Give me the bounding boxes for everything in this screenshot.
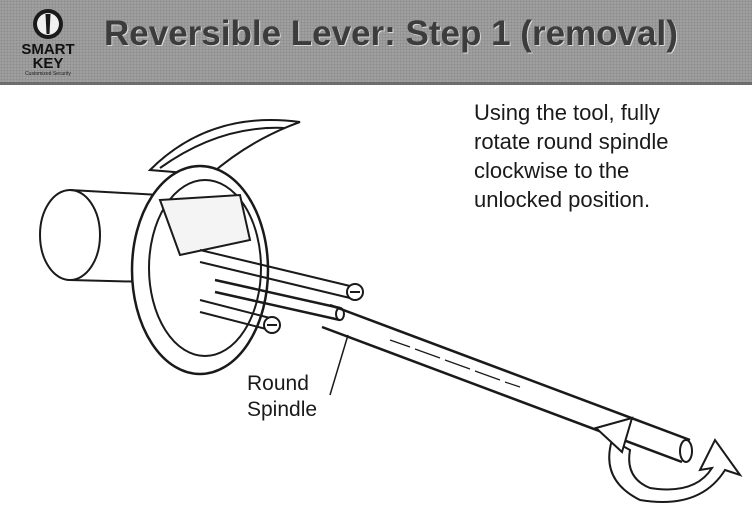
page-title: Reversible Lever: Step 1 (removal) (104, 14, 678, 53)
logo-text-smart: SMART (21, 41, 75, 58)
callout-leader (330, 335, 348, 395)
keyhole-icon (32, 8, 64, 40)
lock-illustration (0, 85, 752, 509)
callout-line: Round (247, 372, 309, 395)
header-banner (0, 0, 752, 85)
logo-text-key: KEY (32, 55, 64, 72)
removal-tool (322, 305, 690, 462)
round-spindle-callout (247, 371, 317, 423)
rear-rose (40, 190, 100, 280)
smartkey-logo (10, 6, 86, 78)
instruction-line: Using the tool, fully (474, 100, 660, 125)
instruction-line: unlocked position. (474, 187, 651, 212)
instruction-line: clockwise to the (474, 158, 630, 183)
callout-line: Spindle (247, 398, 318, 421)
logo-tagline: Customized Security (25, 71, 71, 77)
instruction-line: rotate round spindle (474, 129, 669, 154)
